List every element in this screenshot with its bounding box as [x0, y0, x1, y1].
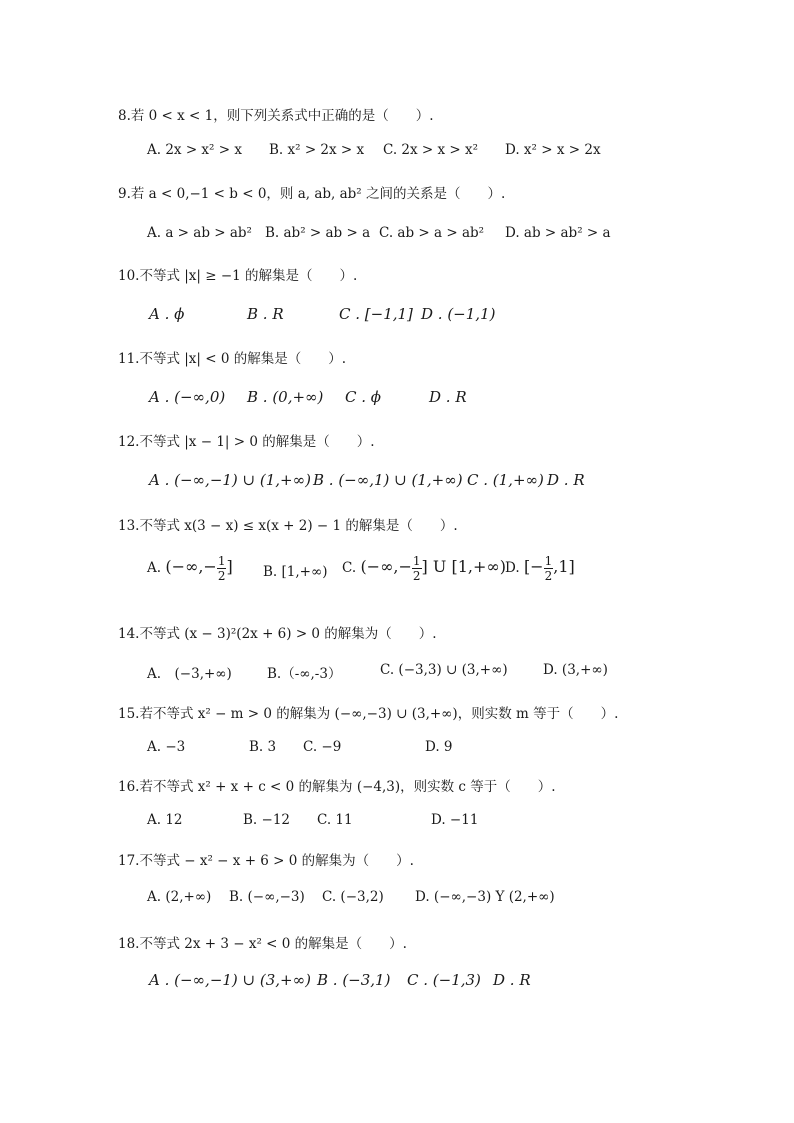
option-c: C . ϕ	[345, 388, 382, 406]
question-8-stem: 8.若 0 < x < 1，则下列关系式中正确的是（ ）.	[118, 108, 434, 124]
option-d: D . R	[493, 971, 531, 989]
option-a: A. a > ab > ab²	[147, 225, 252, 241]
question-9-stem: 9.若 a < 0,−1 < b < 0，则 a, ab, ab² 之间的关系是（ ）.	[118, 186, 506, 202]
option-d: D . (−1,1)	[421, 305, 496, 323]
option-expr: (−∞,−	[165, 557, 217, 576]
fraction	[217, 554, 227, 583]
numerator: 1	[217, 554, 226, 568]
question-15-stem: 15.若不等式 x² − m > 0 的解集为 (−∞,−3) ∪ (3,+∞)，则实数 m 等于（ ）.	[118, 706, 619, 722]
option-b: B. [1,+∞)	[263, 564, 328, 580]
question-13-stem: 13.不等式 x(3 − x) ≤ x(x + 2) − 1 的解集是（ ）.	[118, 518, 458, 534]
option-d: D . R	[429, 388, 467, 406]
option-c: C . (1,+∞)	[467, 471, 544, 489]
option-b: B. x² > 2x > x	[269, 142, 365, 158]
option-a: A. −3	[147, 739, 186, 755]
option-b: B. −12	[243, 812, 290, 828]
question-16-stem: 16.若不等式 x² + x + c < 0 的解集为 (−4,3)，则实数 c 等于（ ）.	[118, 779, 556, 795]
option-c: C . [−1,1]	[339, 305, 413, 323]
denominator: 2	[217, 569, 226, 583]
option-a: A . (−∞,−1) ∪ (1,+∞)	[149, 471, 311, 489]
option-a: A. (−3,+∞)	[147, 666, 232, 682]
option-c	[342, 554, 506, 583]
option-d: D. (−∞,−3) Y (2,+∞)	[415, 889, 555, 905]
option-b: B. 3	[249, 739, 277, 755]
fraction	[544, 554, 554, 583]
option-letter: D.	[505, 560, 520, 576]
option-c: C. (−3,2)	[322, 889, 384, 905]
option-a: A. (2,+∞)	[147, 889, 212, 905]
option-a: A . (−∞,−1) ∪ (3,+∞)	[149, 971, 311, 989]
question-10-stem: 10.不等式 |x| ≥ −1 的解集是（ ）.	[118, 268, 358, 284]
option-d: D. 9	[425, 739, 453, 755]
option-b: B . (−3,1)	[317, 971, 391, 989]
denominator: 2	[412, 569, 421, 583]
option-b: B . R	[247, 305, 284, 323]
option-d: D. −11	[431, 812, 479, 828]
fraction	[412, 554, 422, 583]
option-d: D. (3,+∞)	[543, 662, 608, 678]
option-expr: (−∞,−	[360, 557, 412, 576]
option-expr: ] U [1,+∞)	[421, 557, 506, 576]
option-d: D . R	[547, 471, 585, 489]
option-c: C. −9	[303, 739, 342, 755]
option-a: A. 12	[147, 812, 183, 828]
option-expr: ,1]	[553, 557, 575, 576]
option-b: B.（-∞,-3）	[267, 666, 342, 682]
question-14-stem: 14.不等式 (x − 3)²(2x + 6) > 0 的解集为（ ）.	[118, 626, 437, 642]
option-c: C. 2x > x > x²	[383, 142, 479, 158]
option-a: A . (−∞,0)	[149, 388, 226, 406]
option-d: D. x² > x > 2x	[505, 142, 601, 158]
option-letter: C.	[342, 560, 357, 576]
option-expr: ]	[226, 557, 233, 576]
option-b: B . (0,+∞)	[247, 388, 324, 406]
option-expr: [−	[523, 557, 544, 576]
option-b: B. (−∞,−3)	[229, 889, 305, 905]
option-a: A . ϕ	[149, 305, 185, 323]
question-11-stem: 11.不等式 |x| < 0 的解集是（ ）.	[118, 351, 347, 367]
option-c: C . (−1,3)	[407, 971, 481, 989]
option-c: C. ab > a > ab²	[379, 225, 485, 241]
option-b: B. ab² > ab > a	[265, 225, 371, 241]
option-d: D. ab > ab² > a	[505, 225, 611, 241]
option-c: C. (−3,3) ∪ (3,+∞)	[380, 662, 508, 678]
numerator: 1	[544, 554, 553, 568]
numerator: 1	[412, 554, 421, 568]
option-d	[505, 554, 575, 583]
question-18-stem: 18.不等式 2x + 3 − x² < 0 的解集是（ ）.	[118, 936, 407, 952]
option-a: A. 2x > x² > x	[147, 142, 242, 158]
option-letter: A.	[147, 560, 162, 576]
denominator: 2	[544, 569, 553, 583]
question-17-stem: 17.不等式 − x² − x + 6 > 0 的解集为（ ）.	[118, 853, 414, 869]
option-a	[147, 554, 233, 583]
option-b: B . (−∞,1) ∪ (1,+∞)	[313, 471, 463, 489]
option-c: C. 11	[317, 812, 353, 828]
question-12-stem: 12.不等式 |x − 1| > 0 的解集是（ ）.	[118, 434, 375, 450]
